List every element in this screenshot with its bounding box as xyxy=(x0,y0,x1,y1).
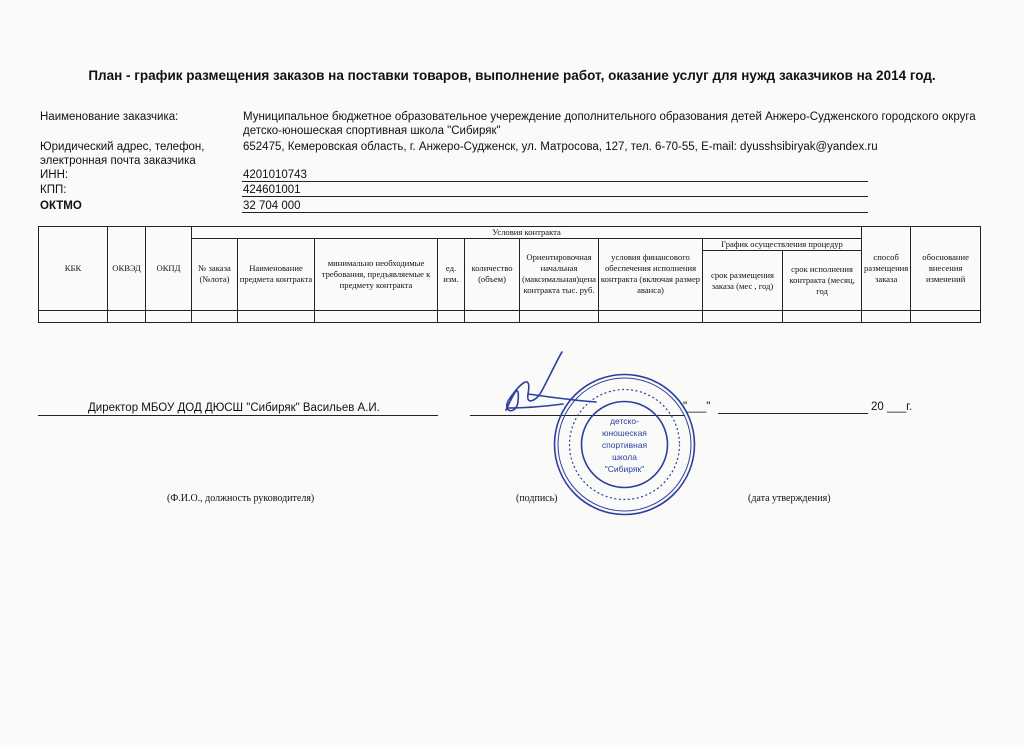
customer-name-label: Наименование заказчика: xyxy=(40,111,179,123)
header-subject: Наименование предмета контракта xyxy=(238,239,315,311)
header-initial-price: Ориентировочная начальная (максимальная)цена контракта тыс. руб. xyxy=(520,239,599,311)
table-row xyxy=(39,310,981,322)
header-quantity: количество (объем) xyxy=(465,239,520,311)
header-schedule: График осуществления процедур xyxy=(703,239,862,251)
kpp-underline xyxy=(242,196,868,197)
date-underline xyxy=(718,413,868,414)
header-method: способ размещения заказа xyxy=(862,227,911,311)
fio-caption: (Ф.И.О., должность руководителя) xyxy=(167,493,315,504)
header-order-no: № заказа (№лота) xyxy=(192,239,238,311)
official-stamp xyxy=(552,372,697,517)
header-requirements: минимально необходимые требования, предъявляемые к предмету контракта xyxy=(315,239,438,311)
customer-name-line1: Муниципальное бюджетное образовательное учереждение дополнительного образования детей Анжеро-Судженского городского округа xyxy=(243,111,976,123)
date-year: 20 ___г. xyxy=(871,401,913,413)
inn-label: ИНН: xyxy=(40,169,69,181)
stamp-line-2: юношеская xyxy=(602,428,647,438)
director-underline xyxy=(38,415,438,416)
date-caption: (дата утверждения) xyxy=(748,493,831,504)
header-placement-term: срок размещения заказа (мес , год) xyxy=(703,251,783,311)
stamp-line-1: детско- xyxy=(610,416,639,426)
stamp-center-text xyxy=(602,416,648,474)
oktmo-underline xyxy=(242,212,868,213)
stamp-line-5: "Сибиряк" xyxy=(604,464,645,474)
address-label-2: электронная почта заказчика xyxy=(40,155,196,167)
header-financial: условия финансового обеспечения исполнения контракта (включая размер аванса) xyxy=(599,239,703,311)
address-label-1: Юридический адрес, телефон, xyxy=(40,141,205,153)
oktmo-label: ОКТМО xyxy=(40,200,82,212)
kpp-label: КПП: xyxy=(40,184,67,196)
oktmo-value: 32 704 000 xyxy=(243,200,301,212)
stamp-line-3: спортивная xyxy=(601,440,648,450)
header-contract-conditions: Условия контракта xyxy=(192,227,862,239)
header-justification: обоснование внесения изменений xyxy=(911,227,981,311)
address-value: 652475, Кемеровская область, г. Анжеро-Судженск, ул. Матросова, 127, тел. 6-70-55, E-mail: dyusshsibiryak@yandex.ru xyxy=(243,141,878,153)
header-okpd: ОКПД xyxy=(146,227,192,311)
director-name: Директор МБОУ ДОД ДЮСШ "Сибиряк" Васильев А.И. xyxy=(88,402,380,414)
header-execution-term: срок исполнения контракта (месяц, год xyxy=(783,251,862,311)
page-title: План - график размещения заказов на поставки товаров, выполнение работ, оказание услуг для нужд заказчиков на 2014 год. xyxy=(88,68,936,83)
kpp-value: 424601001 xyxy=(243,184,301,196)
header-okved: ОКВЭД xyxy=(108,227,146,311)
plan-table xyxy=(38,226,981,323)
date-quote: "___" xyxy=(683,401,711,413)
header-unit: ед. изм. xyxy=(438,239,465,311)
header-kbk: КБК xyxy=(39,227,108,311)
stamp-line-4: школа xyxy=(612,452,637,462)
customer-name-line2: детско-юношеская спортивная школа "Сибиряк" xyxy=(243,125,501,137)
inn-value: 4201010743 xyxy=(243,169,307,181)
inn-underline xyxy=(242,181,868,182)
sign-caption: (подпись) xyxy=(516,493,558,504)
